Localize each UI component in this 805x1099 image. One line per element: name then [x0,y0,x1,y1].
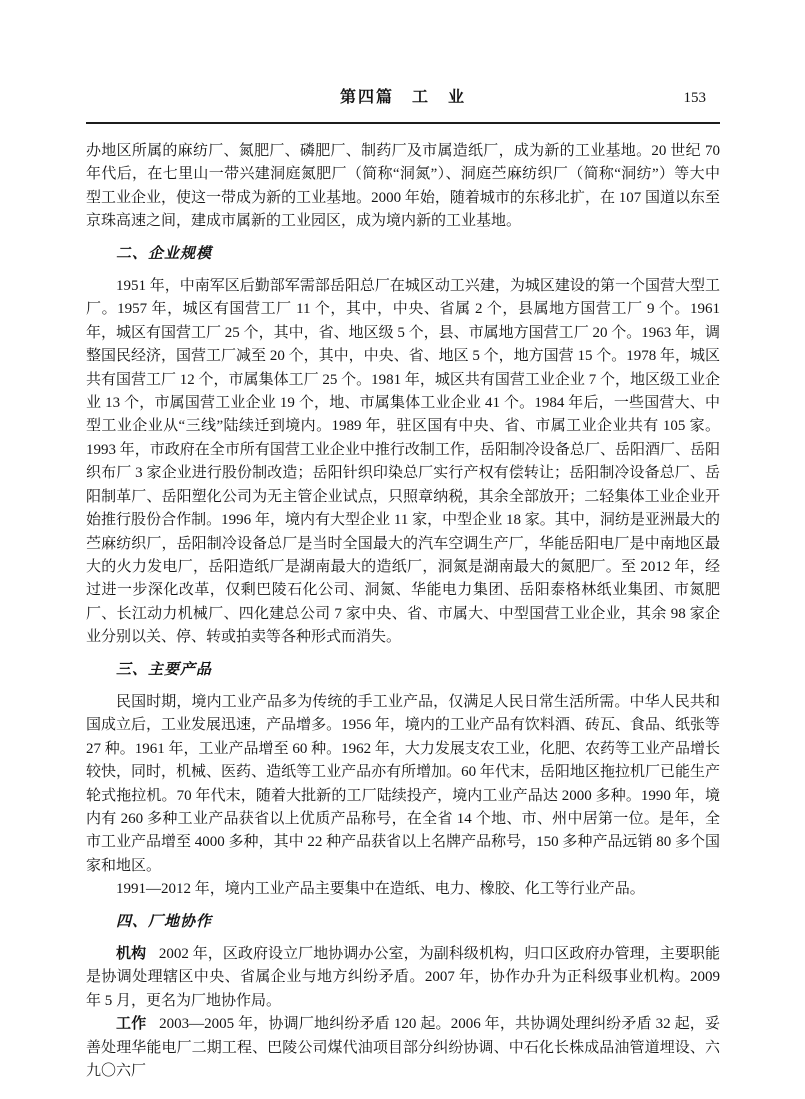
paragraph-lead-organization: 机构 [116,946,147,962]
paragraph-enterprise-scale: 1951 年，中南军区后勤部军需部岳阳总厂在城区动工兴建，为城区建设的第一个国营大型工厂。1957 年，城区有国营工厂 11 个，其中，中央、省属 2 个，县属地方国营工厂 9 个。1961 年，城区有国营工厂 25 个，其中，省、地区级 5 个，县、市属地方国营工厂 20 个。1963 年，调整国民经济，国营工厂减至 20 个，其中，中央、省、地区 5 个，地方国营 15 个。1978 年，城区共有国营工厂 12 个，市属集体工厂 25 个。1981 年，城区共有国营工业企业 7 个，地区级工业企业 13 个，市属国营工业企业 19 个，地、市属集体工业企业 41 个。1984 年后，一些国营大、中型工业企业从“三线”陆续迁到境内。1989 年，驻区国有中央、省、市属工业企业共有 105 家。1993 年，市政府在全市所有国营工业企业中推行改制工作，岳阳制冷设备总厂、岳阳酒厂、岳阳织布厂 3 家企业进行股份制改造；岳阳针织印染总厂实行产权有偿转让；岳阳制冷设备总厂、岳阳制革厂、岳阳塑化公司为无主管企业试点，只照章纳税，其余全部放开；二轻集体工业企业开始推行股份合作制。1996 年，境内有大型企业 11 家，中型企业 18 家。其中，洞纺是亚洲最大的苎麻纺织厂，岳阳制冷设备总厂是当时全国最大的汽车空调生产厂，华能岳阳电厂是中南地区最大的火力发电厂，岳阳造纸厂是湖南最大的造纸厂，洞氮是湖南最大的氮肥厂。至 2012 年，经过进一步深化改革，仅剩巴陵石化公司、洞氮、华能电力集团、岳阳泰格林纸业集团、市氮肥厂、长江动力机械厂、四化建总公司 7 家中央、省、市属大、中型国营工业企业，其余 98 家企业分别以关、停、转或拍卖等各种形式而消失。 [86,278,720,646]
paragraph-work [86,1013,720,1083]
page-body [86,140,720,1083]
section-heading-main-products: 三、主要产品 [116,661,213,678]
section-heading-enterprise-scale: 二、企业规模 [116,245,213,262]
paragraph-main-products: 民国时期，境内工业产品多为传统的手工业产品，仅满足人民日常生活所需。中华人民共和国成立后，工业发展迅速，产品增多。1956 年，境内的工业产品有饮料酒、砖瓦、食品、纸张等 27 种。1961 年，工业产品增至 60 种。1962 年，大力发展支农工业，化肥、农药等工业产品增长较快，同时，机械、医药、造纸等工业产品亦有所增加。60 年代末，岳阳地区拖拉机厂已能生产轮式拖拉机。70 年代末，随着大批新的工厂陆续投产，境内工业产品达 2000 多种。1990 年，境内有 260 多种工业产品获省以上优质产品称号，在全省 14 个地、市、州中居第一位。是年，全市工业产品增至 4000 多种，其中 22 种产品获省以上名牌产品称号，150 多种产品远销 80 多个国家和地区。 [86,693,720,874]
section-heading-factory-cooperation: 四、厂地协作 [116,913,213,930]
paragraph-work-text: 2003—2005 年，协调厂地纠纷矛盾 120 起。2006 年，共协调处理纠纷矛盾 32 起，妥善处理华能电厂二期工程、巴陵公司煤代油项目部分纠纷协调、中石化长株成品油管道埋设、六九〇六厂 [86,1016,720,1080]
page-header [86,88,720,124]
paragraph-products-1991-2012: 1991—2012 年，境内工业产品主要集中在造纸、电力、橡胶、化工等行业产品。 [116,881,645,898]
page-number: 153 [683,90,706,106]
chapter-title: 第四篇 工 业 [339,89,466,106]
paragraph-organization-text: 2002 年，区政府设立厂地协调办公室，为副科级机构，归口区政府办管理，主要职能是协调处理辖区中央、省属企业与地方纠纷矛盾。2007 年，协作办升为正科级事业机构。2009 年 5 月，更名为厂地协作局。 [86,946,720,1009]
paragraph-lead-work: 工作 [116,1016,147,1033]
paragraph-industrial-bases: 办地区所属的麻纺厂、氮肥厂、磷肥厂、制药厂及市属造纸厂，成为新的工业基地。20 世纪 70 年代后，在七里山一带兴建洞庭氮肥厂（简称“洞氮”）、洞庭苎麻纺织厂（简称“洞纺”）等大中型工业企业，使这一带成为新的工业基地。2000 年始，随着城市的东移北扩，在 107 国道以东至京珠高速之间，建成市属新的工业园区，成为境内新的工业基地。 [86,143,720,230]
paragraph-organization [86,943,720,1013]
